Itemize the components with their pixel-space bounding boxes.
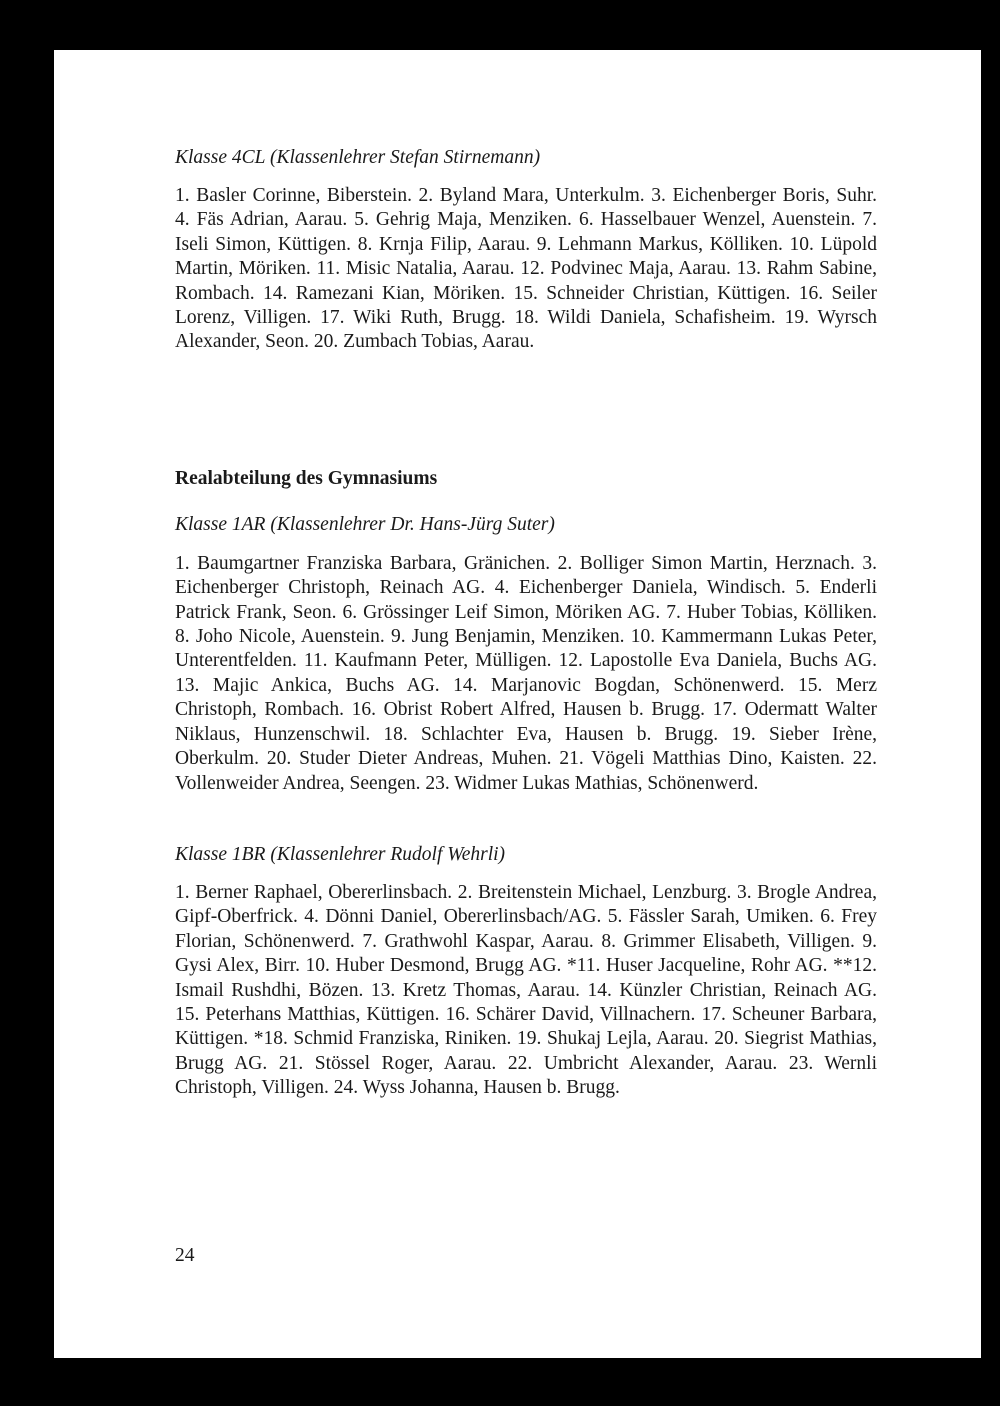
- class-4cl-student-list: 1. Basler Corinne, Biberstein. 2. Byland Mara, Unterkulm. 3. Eichenberger Boris, Suhr. 4. Fäs Adrian, Aarau. 5. Gehrig Maja, Menziken. 6. Hasselbauer Wenzel, Auenstein. 7. Iseli Simon, Küttigen. 8. Krnja Filip, Aarau. 9. Lehmann Markus, Kölliken. 10. Lüpold Martin, Möriken. 11. Misic Natalia, Aarau. 12. Podvinec Maja, Aarau. 13. Rahm Sabine, Rombach. 14. Ramezani Kian, Möriken. 15. Schneider Christian, Küttigen. 16. Seiler Lorenz, Villigen. 17. Wiki Ruth, Brugg. 18. Wildi Daniela, Schafisheim. 19. Wyrsch Alexander, Seon. 20. Zumbach Tobias, Aarau.: [175, 185, 877, 353]
- document-page: [54, 50, 981, 1358]
- page-content: [175, 146, 877, 1101]
- class-1ar-student-list: 1. Baumgartner Franziska Barbara, Gränichen. 2. Bolliger Simon Martin, Herznach. 3. Eichenberger Christoph, Reinach AG. 4. Eichenberger Daniela, Windisch. 5. Enderli Patrick Frank, Seon. 6. Grössinger Leif Simon, Möriken AG. 7. Huber Tobias, Kölliken. 8. Joho Nicole, Auenstein. 9. Jung Benjamin, Menziken. 10. Kammermann Lukas Peter, Unterentfelden. 11. Kaufmann Peter, Mülligen. 12. Lapostolle Eva Daniela, Buchs AG. 13. Majic Ankica, Buchs AG. 14. Marjanovic Bogdan, Schönenwerd. 15. Merz Christoph, Rombach. 16. Obrist Robert Alfred, Hausen b. Brugg. 17. Odermatt Walter Niklaus, Hunzenschwil. 18. Schlachter Eva, Hausen b. Brugg. 19. Sieber Irène, Oberkulm. 20. Studer Dieter Andreas, Muhen. 21. Vögeli Matthias Dino, Kaisten. 22. Vollenweider Andrea, Seengen. 23. Widmer Lukas Mathias, Schönenwerd.: [175, 552, 877, 794]
- page-number: 24: [175, 1245, 195, 1266]
- class-1ar-heading: Klasse 1AR (Klassenlehrer Dr. Hans-Jürg Suter): [175, 513, 555, 535]
- class-1br-heading: Klasse 1BR (Klassenlehrer Rudolf Wehrli): [175, 843, 506, 865]
- section-title-realabteilung: Realabteilung des Gymnasiums: [175, 467, 438, 489]
- class-4cl-heading: Klasse 4CL (Klassenlehrer Stefan Stirnemann): [175, 147, 541, 168]
- class-1br-student-list: 1. Berner Raphael, Obererlinsbach. 2. Breitenstein Michael, Lenzburg. 3. Brogle Andrea, Gipf-Oberfrick. 4. Dönni Daniel, Obererlinsbach/AG. 5. Fässler Sarah, Umiken. 6. Frey Florian, Schönenwerd. 7. Grathwohl Kaspar, Aarau. 8. Grimmer Elisabeth, Villigen. 9. Gysi Alex, Birr. 10. Huber Desmond, Brugg AG. *11. Huser Jacqueline, Rohr AG. **12. Ismail Rushdhi, Bözen. 13. Kretz Thomas, Aarau. 14. Künzler Christian, Reinach AG. 15. Peterhans Matthias, Küttigen. 16. Schärer David, Villnachern. 17. Scheuner Barbara, Küttigen. *18. Schmid Franziska, Riniken. 19. Shukaj Lejla, Aarau. 20. Siegrist Mathias, Brugg AG. 21. Stössel Roger, Aarau. 22. Umbricht Alexander, Aarau. 23. Wernli Christoph, Villigen. 24. Wyss Johanna, Hausen b. Brugg.: [175, 881, 877, 1099]
